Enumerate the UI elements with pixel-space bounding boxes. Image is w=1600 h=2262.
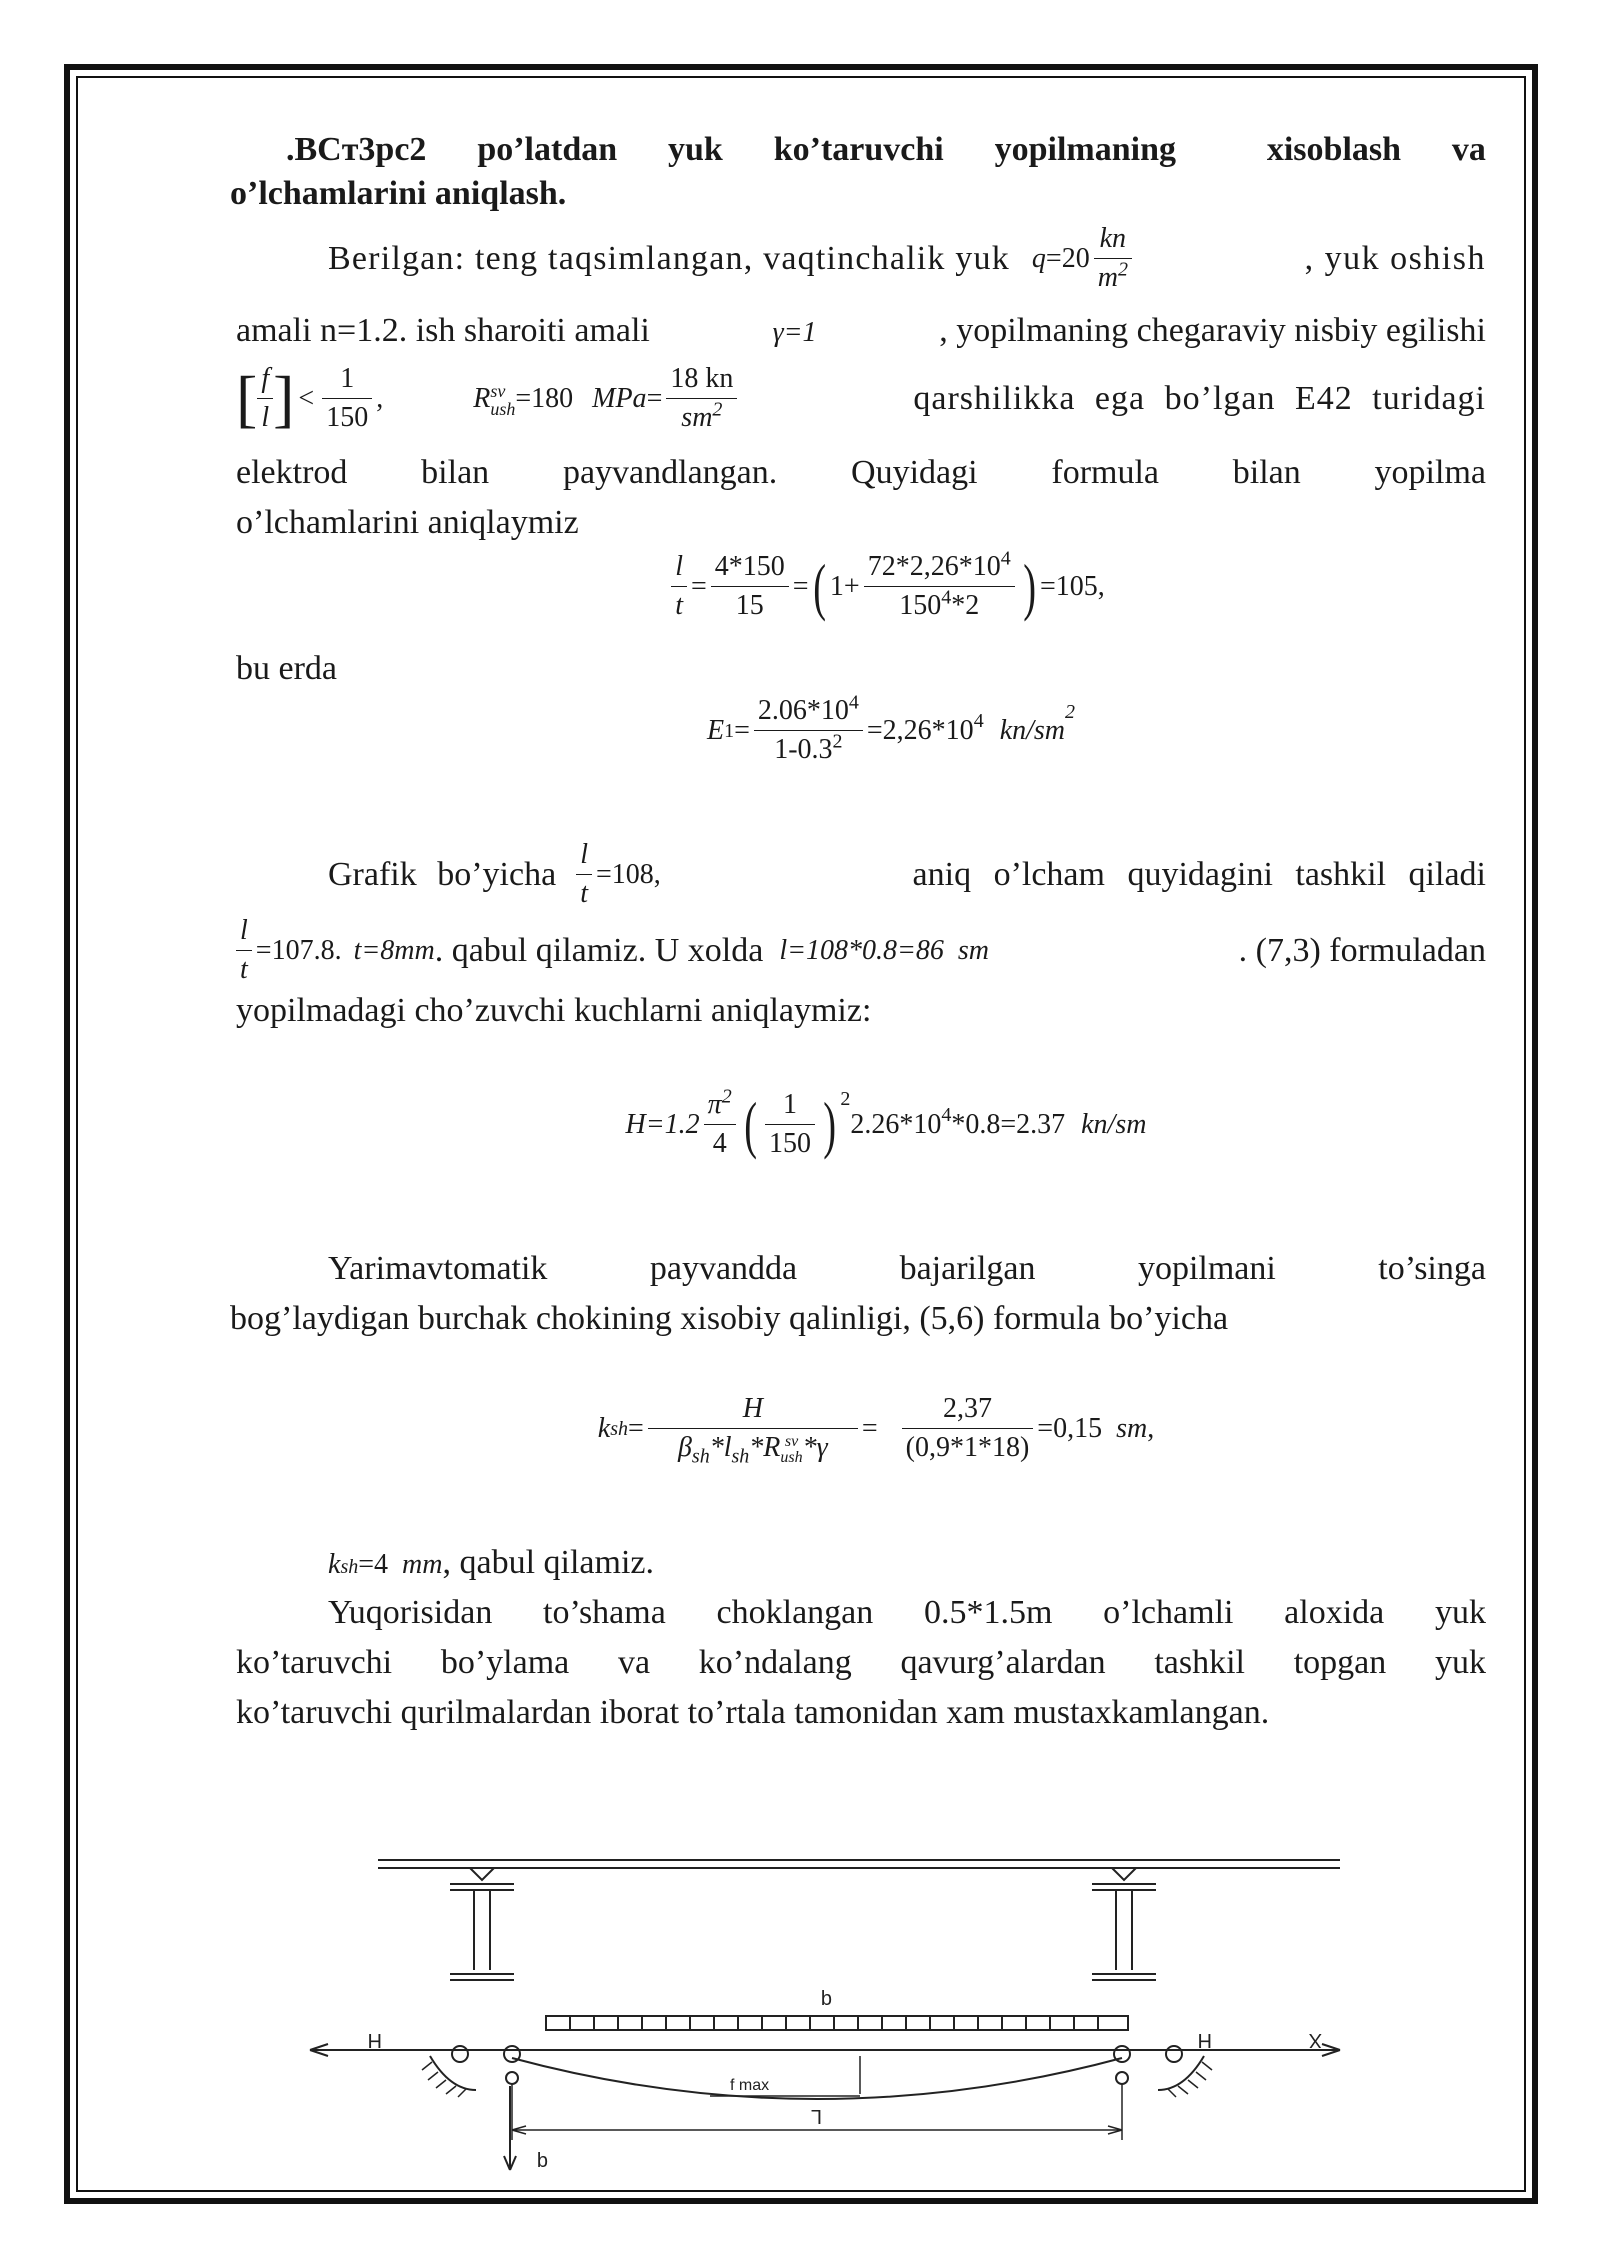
yarim-word: yopilmani [1137, 1250, 1276, 1287]
bottom-load-label-q: q [536, 2151, 548, 2173]
support-hatching [422, 2062, 1212, 2097]
force-label-h-left: H [367, 2029, 382, 2051]
ksh-accept: k sh =4 mm , qabul qilamiz. [236, 1538, 1486, 1590]
given-line2-b: , yopilmaning chegaraviy nisbiy egilishi [939, 312, 1486, 349]
f1-result: =105 [1040, 570, 1098, 602]
ksh-fraction [648, 1390, 858, 1467]
R-symbol: R [473, 382, 491, 414]
grafik-b: aniq o’lcham quyidagini tashkil qiladi [912, 855, 1486, 893]
inner-fraction [765, 1086, 815, 1163]
final-line3: ko’taruvchi qurilmalardan iborat to’rtala tamonidan xam mustaxkamlangan. [236, 1694, 1270, 1731]
distributed-load [546, 2016, 1128, 2030]
ksh-accept-text: , qabul qilamiz. [442, 1544, 654, 1581]
pi-fraction [704, 1086, 736, 1163]
paren-left: ( [812, 550, 826, 622]
grafik-lt2-val: =107.8. [255, 934, 342, 966]
t-expr: t=8 [353, 934, 395, 966]
ksh-unit: mm [402, 1549, 443, 1580]
yarim-line2 [230, 1294, 1486, 1344]
inner-num: 1 [765, 1086, 815, 1125]
R-fraction [666, 360, 737, 437]
force-label-h-right: H [1197, 2029, 1212, 2051]
ratio-den: 150 [326, 402, 369, 433]
grafik-lt2-num: l [236, 912, 252, 951]
comma: , [376, 382, 384, 414]
ksh-result: =0,15 [1037, 1412, 1103, 1444]
given-line5-text: o’lchamlarini aniqlaymiz [236, 504, 579, 541]
grafik-line2 [236, 912, 1486, 989]
f2-den: 150 [899, 590, 942, 621]
support-right-hinge [1116, 2072, 1128, 2084]
final-line1: Yuqorisidan to’shama choklangan 0.5*1.5m o’lchamli aloxida yuk [328, 1594, 1486, 1631]
den-l-sub: sh [731, 1445, 750, 1468]
H-lhs: H=1.2 [625, 1108, 700, 1140]
R-unit: MPa [592, 382, 647, 414]
comma: , [1147, 1412, 1155, 1444]
grafik-a: Grafik bo’yicha [328, 855, 557, 893]
E-num: 2.06*10 [757, 695, 849, 726]
den-l: *l [709, 1432, 732, 1463]
bracket-right: ] [273, 362, 295, 434]
equals: = [734, 714, 750, 746]
R-sub: ush [490, 399, 516, 420]
grafik-lt-num: l [576, 836, 592, 875]
lt-den: t [675, 590, 683, 621]
q-expression [1032, 234, 1090, 284]
support-right-outer [1166, 2046, 1182, 2062]
H-tail: 2.26*10 [850, 1108, 942, 1140]
f1-fraction [711, 548, 789, 625]
given-line4-text: elektrod bilan payvandlangan. Quyidagi formula bilan yopilma [236, 454, 1486, 491]
final-line2: ko’taruvchi bo’ylama va ko’ndalang qavurg’alardan tashkil topgan yuk [236, 1644, 1486, 1681]
yarim-word: to’singa [1378, 1250, 1486, 1287]
E-result: =2,26*10 [866, 714, 974, 746]
l-unit: sm [957, 934, 990, 966]
pi-den: 4 [712, 1128, 727, 1159]
heading-word: xisoblash [1266, 131, 1402, 168]
ksh-num2: 2,37 [902, 1390, 1034, 1429]
load-label-q: q [820, 1989, 832, 2011]
heading-word: va [1451, 131, 1486, 168]
q-unit-num: kn [1094, 220, 1132, 259]
R-frac-den-exp: 2 [712, 398, 723, 421]
heading-word: po’latdan [477, 131, 618, 168]
ksh-den2: (0,9*1*18) [905, 1432, 1030, 1463]
R-eq: = [646, 382, 663, 414]
given-line3 [236, 360, 1486, 437]
support-left-outer [452, 2046, 468, 2062]
formula-E1: E 1 = $\frac{2.06*10^4}{1-0.3^2}$ =2,26*10 $^4$ $kn/sm^2$ [236, 692, 1486, 769]
i-beam-left [450, 1868, 514, 1980]
pi-exp: 2 [721, 1085, 732, 1108]
l-expr: l=108*0.8=86 [779, 934, 944, 966]
given-line5 [236, 498, 1486, 548]
bu-erda-text: bu erda [236, 650, 338, 687]
bracket-left: [ [236, 362, 258, 434]
equals: = [792, 570, 809, 602]
given-after-q: , yuk oshish [1304, 239, 1486, 277]
fl-den: l [261, 402, 270, 433]
den-R-sup: sv [784, 1432, 799, 1450]
equals: = [690, 570, 707, 602]
grafik-lt2-fraction [236, 912, 252, 989]
f1-den: 15 [735, 590, 764, 621]
f2-den-tail: *2 [951, 590, 980, 621]
fmax-label: f max [730, 2077, 770, 2094]
grafik-line3 [236, 986, 1486, 1036]
yarim-line1 [236, 1244, 1486, 1294]
deflection-curve [512, 2058, 1122, 2099]
given-line3-tail: qarshilikka ega bo’lgan E42 turidagi [913, 379, 1486, 417]
H-tail2: *0.8=2.37 [951, 1108, 1066, 1140]
ksh-fraction2 [902, 1390, 1034, 1467]
f2-den-exp: 4 [941, 586, 952, 609]
E-unit-exp: 2 [1065, 701, 1076, 724]
q-unit-fraction [1094, 220, 1132, 297]
ksh-unit: sm [1116, 1412, 1148, 1444]
den-R: *R [749, 1432, 781, 1463]
axis-label-x: X [1308, 2029, 1322, 2051]
grafik-lt-den: t [580, 878, 588, 909]
support-left-hinge [506, 2072, 518, 2084]
E-fraction [754, 692, 863, 769]
given-line1 [236, 220, 1486, 297]
yarim-word: Yarimavtomatik [328, 1250, 548, 1287]
q-unit-den: m [1097, 262, 1118, 293]
yarim-line2-text: bog’laydigan burchak chokining xisobiy qalinligi, (5,6) formula bo’yicha [230, 1300, 1229, 1337]
E-unit: kn/sm [999, 714, 1066, 746]
lt-fraction [671, 548, 687, 625]
final-paragraph [236, 1588, 1486, 1738]
formula-l-over-t [236, 548, 1486, 625]
ksh-val: =4 [358, 1549, 389, 1580]
R-frac-num: 18 kn [670, 363, 734, 394]
R-frac-den: sm [681, 402, 713, 433]
grafik-e: yopilmadagi cho’zuvchi kuchlarni aniqlaymiz: [236, 992, 872, 1029]
q-unit-den-exp: 2 [1117, 258, 1128, 281]
one-plus: 1+ [829, 570, 860, 602]
heading-word: ko’taruvchi [773, 131, 944, 168]
q-var: q [1031, 242, 1046, 274]
ksh-num: H [648, 1390, 858, 1429]
comma: , [1097, 570, 1105, 602]
E-symbol: E [706, 714, 725, 746]
ratio-fraction [322, 360, 372, 437]
paren-right: ) [823, 1088, 837, 1160]
grafik-line1 [236, 836, 1486, 913]
den-R-sub: ush [780, 1448, 803, 1466]
grafik-lt2-den: t [240, 954, 248, 985]
i-beam-right [1092, 1868, 1156, 1980]
R-value: =180 [515, 382, 574, 414]
t-unit: mm [394, 934, 435, 966]
paren-left: ( [743, 1088, 757, 1160]
E-den: 1-0.3 [774, 734, 833, 765]
ratio-num: 1 [322, 360, 372, 399]
beam-diagram [300, 1850, 1350, 2180]
paren-right: ) [1022, 550, 1036, 622]
given-intro: Berilgan: teng taqsimlangan, vaqtinchalik yuk [328, 239, 1010, 277]
den-gamma: *γ [802, 1432, 828, 1463]
heading-word: yuk [668, 131, 723, 168]
pi-symbol: π [707, 1089, 722, 1120]
f1-num: 4*150 [711, 548, 789, 587]
f2-fraction [864, 548, 1015, 625]
inner-den: 150 [769, 1128, 812, 1159]
fl-fraction [257, 360, 273, 437]
E-den-exp: 2 [832, 730, 843, 753]
equals: = [628, 1412, 644, 1444]
formula-ksh: k sh = H $\beta_{sh}*l_{sh}*R$ sv ush *γ = $\frac{2,37}{(0,9*1*18)}$ =0,15 sm , [236, 1390, 1486, 1467]
grafik-lt-val: =108, [595, 858, 661, 890]
beta-sub: sh [691, 1445, 710, 1468]
yarim-word: bajarilgan [899, 1250, 1036, 1287]
equals: = [861, 1412, 878, 1444]
f2-num: 72*2,26*10 [867, 551, 1001, 582]
lt-num: l [671, 548, 687, 587]
given-line2-a: amali n=1.2. ish sharoiti amali [236, 312, 650, 349]
less-than: < [298, 382, 315, 414]
heading-line2: o’lchamlarini aniqlash. [230, 175, 567, 212]
R-sup: sv [490, 381, 506, 402]
heading [230, 128, 1486, 216]
fl-num: f [257, 360, 273, 399]
f2-num-exp: 4 [1000, 547, 1011, 570]
given-line4 [236, 448, 1486, 498]
H-unit: kn/sm [1081, 1108, 1147, 1140]
E-num-exp: 4 [848, 691, 859, 714]
k-symbol: k [328, 1549, 341, 1580]
k-symbol: k [597, 1412, 611, 1444]
given-line2 [236, 306, 1486, 358]
grafik-lt-fraction [576, 836, 592, 913]
yarim-word: payvandda [649, 1250, 798, 1287]
heading-line1 [236, 128, 1486, 172]
q-value: =20 [1045, 242, 1090, 274]
R-expression [473, 374, 662, 424]
span-label-l: L [810, 2105, 822, 2127]
gamma-expr: γ=1 [772, 317, 817, 348]
bu-erda-row [236, 644, 1486, 694]
grafik-c: . qabul qilamiz. U xolda [434, 931, 764, 969]
beta-symbol: β [677, 1432, 692, 1463]
grafik-d: . (7,3) formuladan [1238, 931, 1486, 969]
heading-word: .BCт3рс2 [286, 131, 427, 168]
formula-H: H=1.2 $\frac{\pi^2}{4}$ ( $\frac{1}{150}$ ) $^2$ 2.26*10 $^4$ *0.8=2.37 kn/sm [236, 1086, 1486, 1163]
heading-word: yopilmaning [994, 131, 1176, 168]
